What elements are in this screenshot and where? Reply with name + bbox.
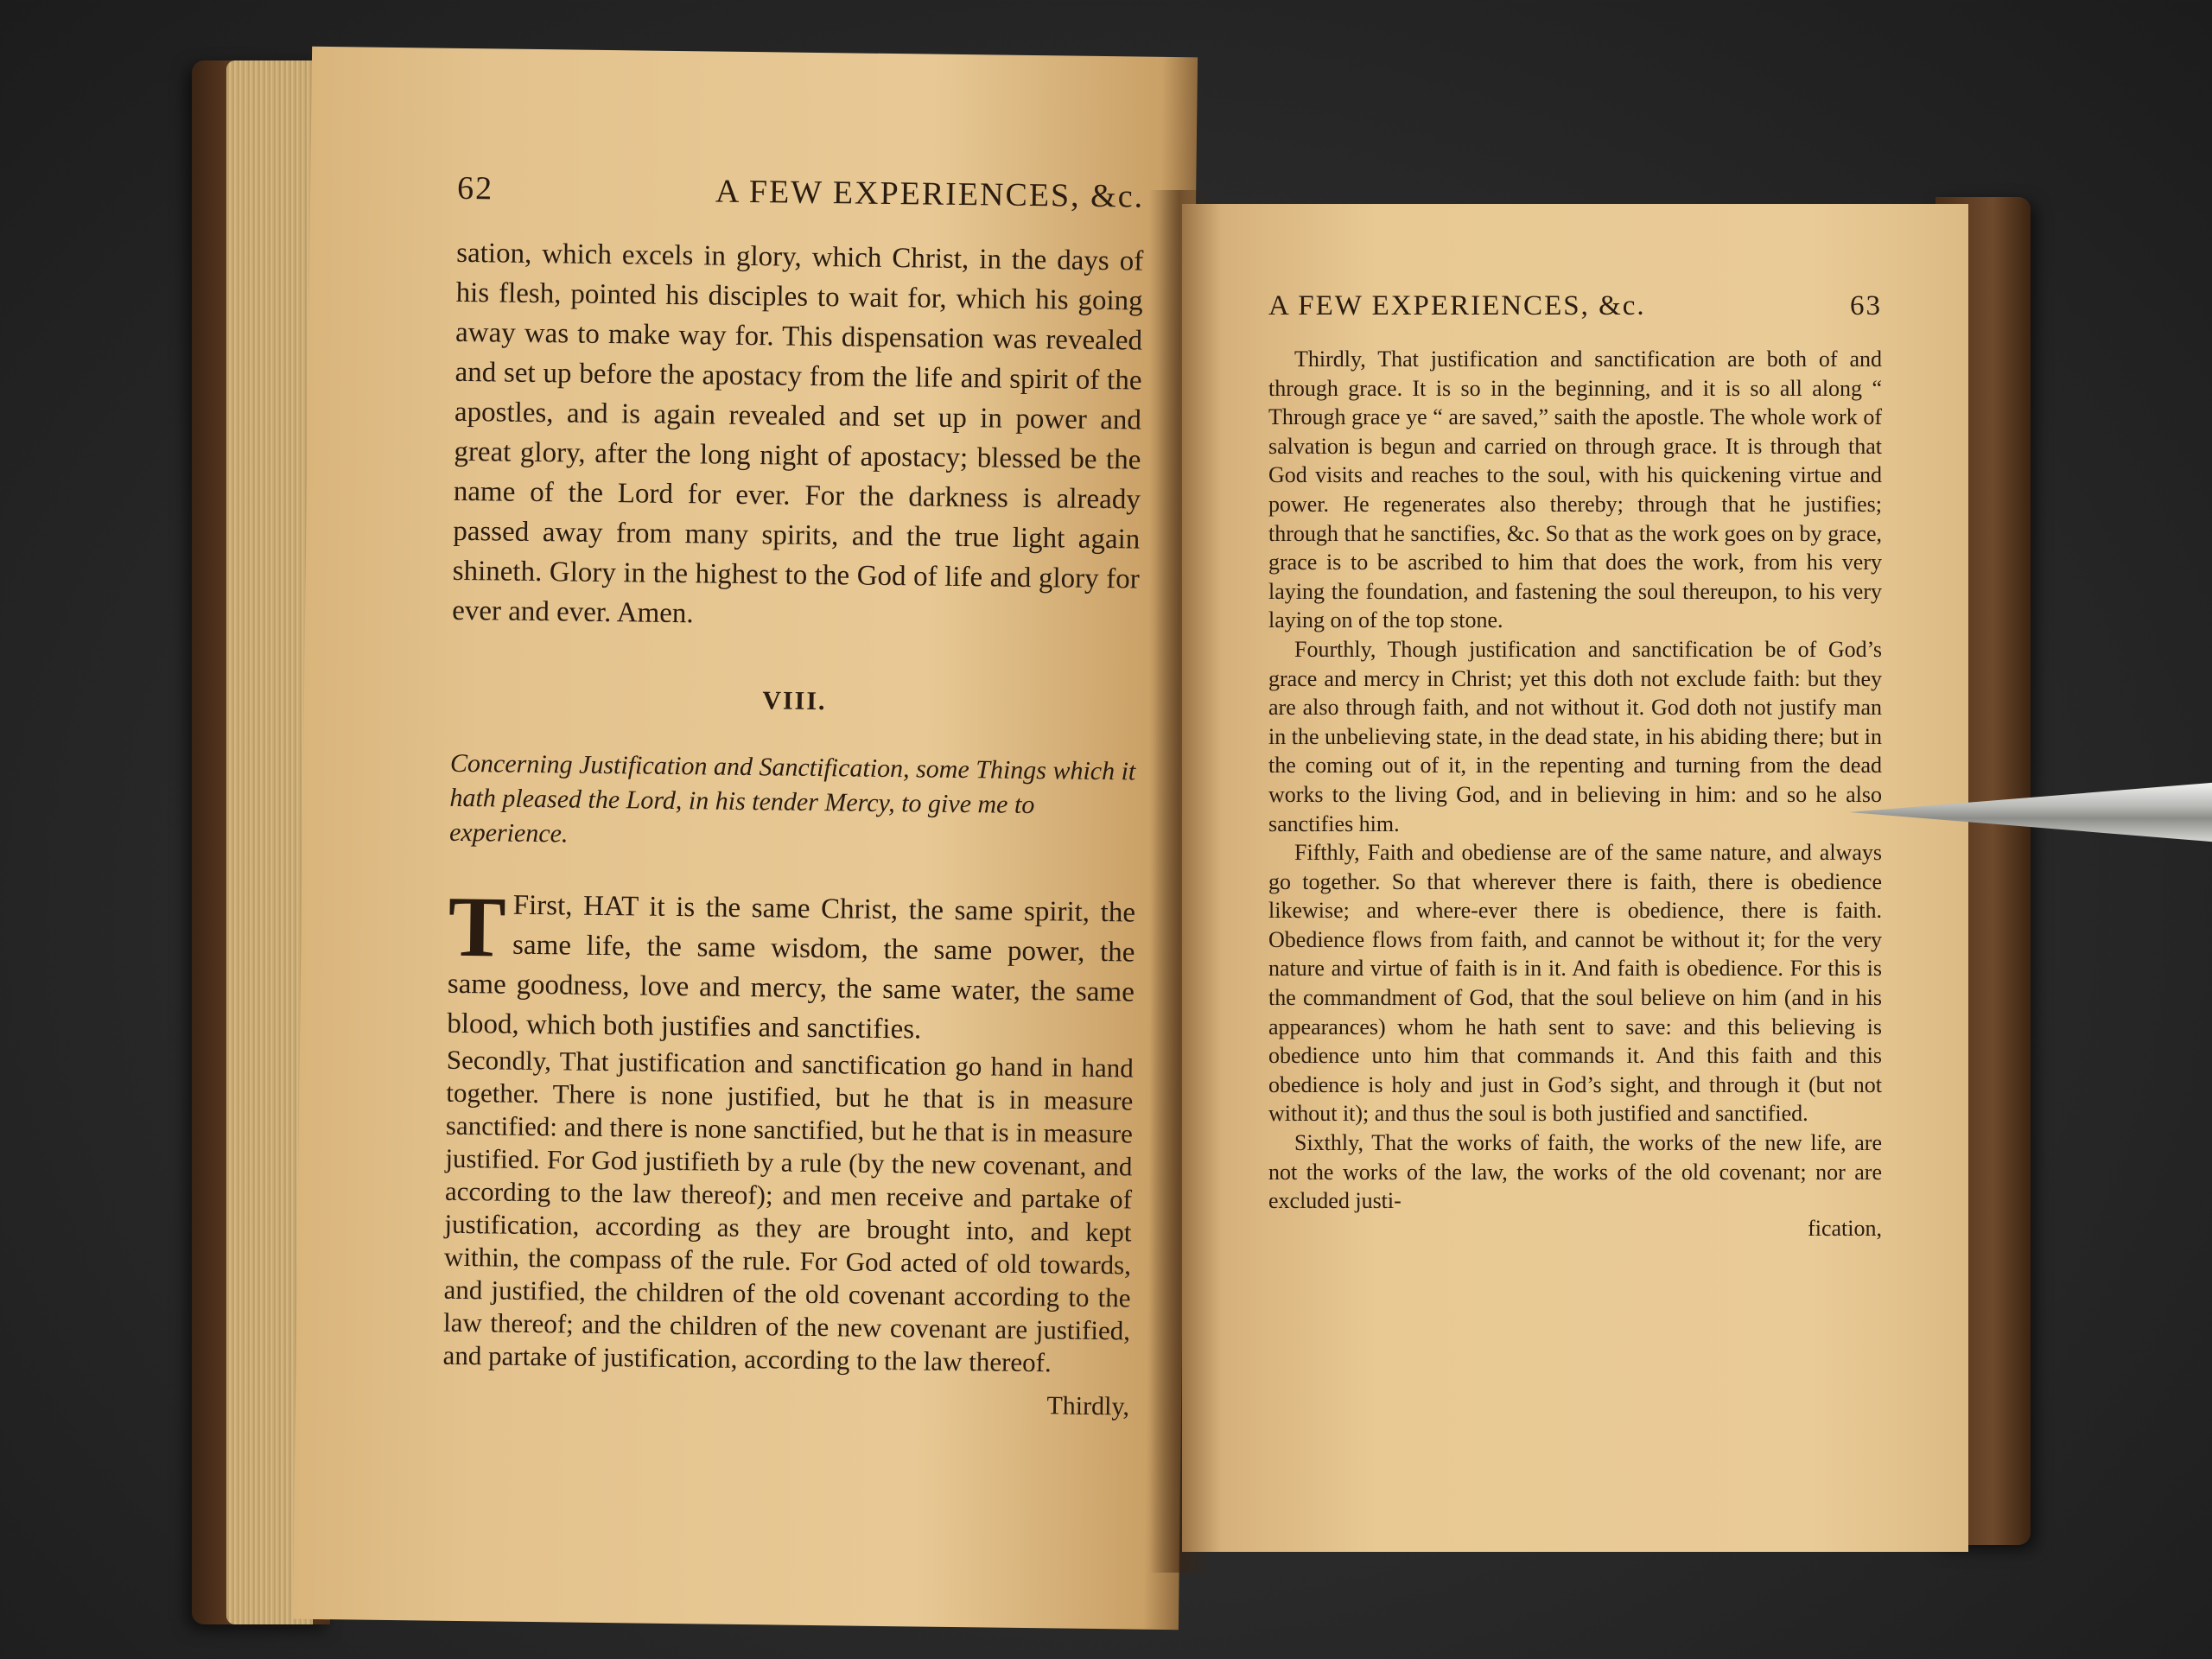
right-page: [1182, 204, 1968, 1552]
right-running-title: A FEW EXPERIENCES, &c.: [1268, 290, 1646, 321]
first-paragraph: [447, 878, 1136, 1052]
left-paragraph-continuation: sation, which excels in glory, which Christ, in the days of his flesh, pointed his disciples to wait for, which his going away was to make way for. This dispensation was revealed and set up before the apostacy from the life and spirit of the apostles, and is again revealed and set up in power and great glory, after the long night of apostacy; blessed be the name of the Lord for ever. For the darkness is already passed away from many spirits, and the true light again shineth. Glory in the highest to the God of life and glory for ever and ever. Amen.: [451, 237, 1144, 630]
section-number: VIII.: [762, 686, 827, 716]
paragraph-thirdly: Thirdly, That justification and sanctification are both of and through grace. It is so in the beginning, and it is so all along “ Through grace ye “ are saved,” saith the apostle. The whole work of salvation is begun and carried on through grace. It is through that God visits and reaches to the soul, with his quickening virtue and power. He regenerates also thereby; through that he justifies; through that he sanctifies, &c. So that as the work goes on by grace, grace is to be ascribed to him that does the work, from his very laying the foundation, and fastening the soul thereupon, to his very laying on of the top stone.: [1268, 346, 1882, 633]
left-catchword: Thirdly,: [1046, 1391, 1130, 1421]
first-word: First,: [512, 889, 573, 922]
right-page-number: 63: [1850, 290, 1882, 321]
first-paragraph-text: HAT it is the same Christ, the same spirit, the same life, the same wisdom, the same power, the same goodness, love and mercy, the same water, the same blood, which both justifies and sanctifies.: [447, 890, 1136, 1046]
left-running-title: A FEW EXPERIENCES, &c.: [715, 173, 1145, 215]
drop-cap: T: [448, 878, 507, 976]
right-catchword: fication,: [1808, 1215, 1882, 1241]
paragraph-secondly: Secondly, That justification and sanctification go hand in hand together. There is none justified, but he that is in measure sanctified: and there is none sanctified, but he that is in measure justified. For God justifieth by a rule (by the new covenant, and according to the law thereof); and men receive and partake of justification, according as they are brought into, and kept within, the compass of the rule. For God acted of old towards, and justified, the children of the old covenant according to the law thereof; and the children of the new covenant are justified, and partake of justification, according to the law thereof.: [442, 1044, 1134, 1378]
left-running-head: [457, 169, 1144, 216]
right-running-head: [1268, 290, 1882, 322]
left-page-number: 62: [456, 169, 494, 207]
paragraph-sixthly: Sixthly, That the works of faith, the works of the new life, are not the works of the law, the works of the old covenant; nor are excluded justi-: [1268, 1130, 1882, 1214]
paragraph-fifthly: Fifthly, Faith and obediense are of the same nature, and always go together. So that wherever there is faith, there is obedience likewise; and where-ever there is obedience, there is faith. Obedience flows from faith, and cannot be without it; for the very nature and virtue of faith is in it. And faith is obedience. For this is the commandment of God, that the soul believe on him (and in his appearances) whom he hath sent to save: and this believing is obedience unto him that commands it. And this faith and this obedience is holy and just in God’s sight, and through it (but not without it); and thus the soul is both justified and sanctified.: [1268, 840, 1882, 1127]
left-page: [293, 47, 1198, 1630]
paragraph-fourthly: Fourthly, Though justification and sanctification be of God’s grace and mercy in Christ; yet this doth not exclude faith: but they are also through faith, and not without it. God doth not justify man in the unbelieving state, in the dead state, in his abiding there; but in the coming out of it, in the repenting and turning from the dead works to the living God, and in believing in him: and so he also sanctifies him.: [1268, 636, 1882, 836]
section-title: Concerning Justification and Sanctification, some Things which it hath pleased the Lord, in his tender Mercy, to give me to experience.: [448, 748, 1136, 849]
